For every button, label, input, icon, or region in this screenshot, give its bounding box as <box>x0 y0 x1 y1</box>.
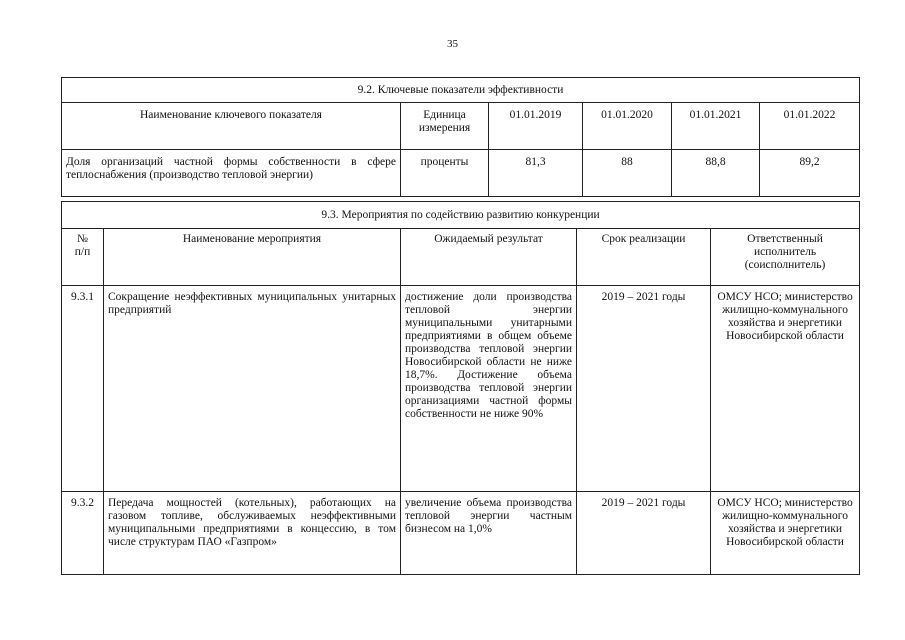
kpi-indicator-name: Доля организаций частной формы собственности в сфере теплоснабжения (производство тепловой энергии) <box>62 150 401 197</box>
event-responsible: ОМСУ НСО; министерство жилищно-коммунального хозяйства и энергетики Новосибирской области <box>711 286 860 492</box>
kpi-value-2019: 81,3 <box>489 150 583 197</box>
kpi-title: 9.2. Ключевые показатели эффективности <box>62 78 860 103</box>
events-header-row <box>62 229 860 286</box>
event-name: Передача мощностей (котельных), работающих на газовом топливе, обслуживаемых неэффективными муниципальными предприятиями в концессию, в том числе структурам ПАО «Газпром» <box>104 492 401 575</box>
events-header-responsible: Ответственный исполнитель (соисполнитель) <box>711 229 860 286</box>
kpi-value-2021: 88,8 <box>672 150 760 197</box>
event-num: 9.3.1 <box>62 286 104 492</box>
kpi-header-row <box>62 103 860 150</box>
events-title-row <box>62 202 860 229</box>
kpi-header-2022: 01.01.2022 <box>760 103 860 150</box>
event-name: Сокращение неэффективных муниципальных унитарных предприятий <box>104 286 401 492</box>
event-result: достижение доли производства тепловой энергии муниципальными унитарными предприятиями в общем объеме производства тепловой энергии Новосибирской области не ниже 18,7%. Достижение объема производства тепловой энергии организациями частной формы собственности не ниже 90% <box>401 286 577 492</box>
table-row <box>62 286 860 492</box>
kpi-value-2020: 88 <box>583 150 672 197</box>
events-table <box>61 201 860 575</box>
event-term: 2019 – 2021 годы <box>577 286 711 492</box>
event-num: 9.3.2 <box>62 492 104 575</box>
kpi-indicator-unit: проценты <box>401 150 489 197</box>
table-row <box>62 492 860 575</box>
event-term: 2019 – 2021 годы <box>577 492 711 575</box>
events-header-name: Наименование мероприятия <box>104 229 401 286</box>
event-result: увеличение объема производства тепловой энергии частным бизнесом на 1,0% <box>401 492 577 575</box>
kpi-header-2021: 01.01.2021 <box>672 103 760 150</box>
events-title: 9.3. Мероприятия по содействию развитию конкуренции <box>62 202 860 229</box>
page-number: 35 <box>447 38 458 50</box>
events-header-term: Срок реализации <box>577 229 711 286</box>
kpi-data-row <box>62 150 860 197</box>
kpi-header-unit: Единица измерения <box>401 103 489 150</box>
events-header-result: Ожидаемый результат <box>401 229 577 286</box>
kpi-header-2020: 01.01.2020 <box>583 103 672 150</box>
events-header-num: № п/п <box>62 229 104 286</box>
kpi-header-2019: 01.01.2019 <box>489 103 583 150</box>
event-responsible: ОМСУ НСО; министерство жилищно-коммунального хозяйства и энергетики Новосибирской области <box>711 492 860 575</box>
kpi-table <box>61 77 860 197</box>
kpi-header-name: Наименование ключевого показателя <box>62 103 401 150</box>
kpi-title-row <box>62 78 860 103</box>
kpi-value-2022: 89,2 <box>760 150 860 197</box>
